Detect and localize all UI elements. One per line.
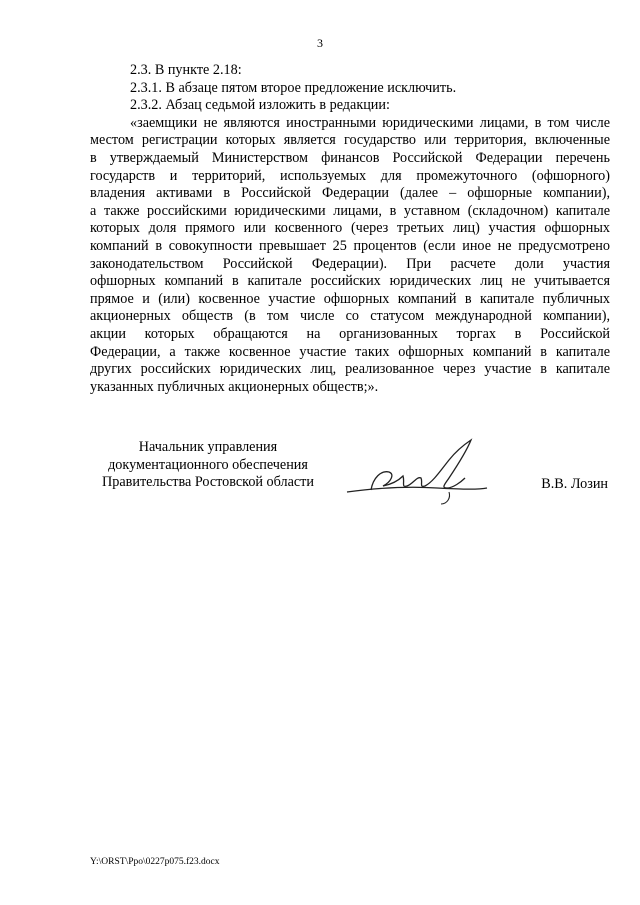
quote-line: прямое и (или) косвенное участие офшорных компаний в капитале публичных bbox=[90, 290, 610, 307]
quote-line: «заемщики не являются иностранными юридическими лицами, в том числе bbox=[130, 114, 610, 131]
quote-line: указанных публичных акционерных обществ;». bbox=[90, 378, 379, 395]
quote-line: а также российскими юридическими лицами, в уставном (складочном) капитале bbox=[90, 202, 610, 219]
quote-line: офшорных компаний в капитале российских юридических лиц не учитывается bbox=[90, 273, 610, 290]
quoted-paragraph bbox=[90, 115, 610, 397]
quote-line: акции которых обращаются на организованных торгах в Российской bbox=[90, 325, 610, 342]
quote-line: местом регистрации которых является государство или территория, включенные bbox=[90, 132, 610, 149]
quote-line: государств и территорий, используемых для промежуточного (офшорного) bbox=[90, 167, 610, 184]
paragraph-2-3-2: 2.3.2. Абзац седьмой изложить в редакции: bbox=[130, 97, 390, 114]
quote-line: компаний в совокупности превышает 25 процентов (если иное не предусмотрено bbox=[90, 237, 610, 254]
document-body bbox=[90, 62, 610, 396]
quote-line: Федерации, а также косвенное участие таких офшорных компаний в капитале bbox=[90, 343, 610, 360]
quote-line: которых доля прямого или косвенного (через третьих лиц) участия офшорных bbox=[90, 220, 610, 237]
quote-line: акционерных обществ (в том числе со статусом международной компании), bbox=[90, 308, 610, 325]
signatory-name: В.В. Лозин bbox=[541, 476, 608, 492]
page-number: 3 bbox=[317, 36, 323, 50]
quote-line: в утверждаемый Министерством финансов Российской Федерации перечень bbox=[90, 149, 610, 166]
quote-line: законодательством Российской Федерации). При расчете доли участия bbox=[90, 255, 610, 272]
signatory-title-line: документационного обеспечения bbox=[108, 456, 308, 473]
quote-line: владения активами в Российской Федерации (далее – офшорные компании), bbox=[90, 185, 610, 202]
quote-line: других российских юридических лиц, реализованное через участие в капитале bbox=[90, 361, 610, 378]
paragraph-2-3-1: 2.3.1. В абзаце пятом второе предложение исключить. bbox=[130, 79, 457, 96]
signatory-title bbox=[88, 439, 328, 492]
signatory-title-line: Правительства Ростовской области bbox=[102, 474, 314, 491]
signatory-title-line: Начальник управления bbox=[138, 439, 278, 455]
handwritten-signature bbox=[337, 430, 497, 520]
paragraph-2-3: 2.3. В пункте 2.18: bbox=[130, 62, 242, 78]
file-path-footer: Y:\ORST\Ppo\0227p075.f23.docx bbox=[90, 857, 220, 867]
